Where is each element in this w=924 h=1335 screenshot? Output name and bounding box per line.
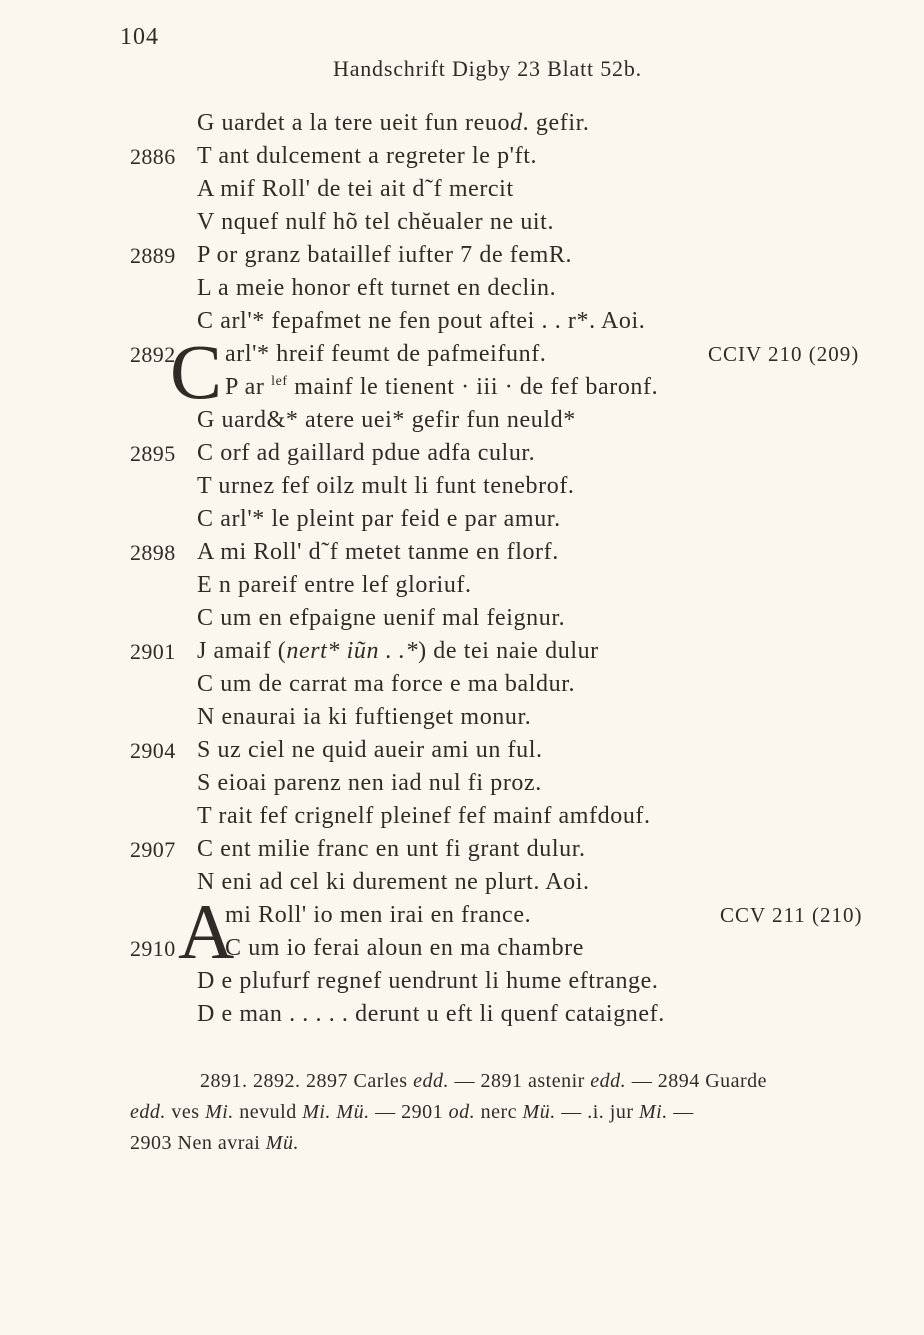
verse-line: C ent milie franc en unt fi grant dulur. [197,836,586,862]
verse-line: P or granz bataillef iufter 7 de femR. [197,242,573,268]
verse-line: C arl'* le pleint par feid e par amur. [197,506,561,532]
verse-line: C um de carrat ma force e ma baldur. [197,671,576,697]
line-number: 2889 [130,243,176,268]
running-header: Handschrift Digby 23 Blatt 52b. [333,56,642,81]
verse-line: S eioai parenz nen iad nul fi proz. [197,770,542,796]
verse-line: T ant dulcement a regreter le p'ft. [197,143,538,169]
verse-line: C um en efpaigne uenif mal feignur. [197,605,566,631]
verse-line: L a meie honor eft turnet en declin. [197,275,557,301]
line-number: 2904 [130,738,176,763]
verse-line: T rait fef crignelf pleinef fef mainf amfdouf. [197,803,651,829]
line-number: 2895 [130,441,176,466]
verse-line: S uz ciel ne quid aueir ami un ful. [197,737,543,763]
verse-line: E n pareif entre lef gloriuf. [197,572,472,598]
page-number: 104 [120,24,159,50]
line-number: 2901 [130,639,176,664]
verse-line: D e plufurf regnef uendrunt li hume eftrange. [197,968,659,994]
line-number: 2886 [130,144,176,169]
verse-line: A mif Roll' de tei ait d˜f mercit [197,176,514,202]
line-number: 2892 [130,342,176,367]
critical-apparatus [130,1066,880,1159]
verse-line: V nquef nulf hõ tel chĕualer ne uit. [197,209,555,235]
line-number: 2898 [130,540,176,565]
verse-line: A mi Roll' d˜f metet tanme en florf. [197,539,559,565]
verse-line: P ar $^{lef}$ mainf le tienent · iii · de fef baronf. [225,374,659,400]
footnote-line: edd. ves Mi. nevuld Mi. Mü. — 2901 od. nerc Mü. — .i. jur Mi. — [130,1101,694,1123]
verse-line: G uardet a la tere ueit fun reuod. gefir. [197,110,590,136]
verse-line: G uard&* atere uei* gefir fun neuld* [197,407,576,433]
verse-line: C orf ad gaillard pdue adfa culur. [197,440,536,466]
verse-line: mi Roll' io men irai en france. [225,902,532,928]
section-mark: CCIV 210 (209) [708,342,860,366]
section-mark: CCV 211 (210) [720,903,863,927]
line-number: 2910 [130,936,176,961]
verse-line: C um io ferai aloun en ma chambre [225,935,585,961]
drop-initial: A [178,888,235,975]
footnote-line: 2903 Nen avrai Mü. [130,1132,299,1154]
verse-line: N enaurai ia ki fuftienget monur. [197,704,532,730]
line-number: 2907 [130,837,176,862]
verse-line: D e man . . . . . derunt u eft li quenf cataignef. [197,1001,665,1027]
verse-line: N eni ad cel ki durement ne plurt. Aoi. [197,869,590,895]
drop-initial: C [170,328,223,415]
verse-line: J amaif (nert* iũn . .*) de tei naie dulur [197,638,599,664]
verse-line: arl'* hreif feumt de pafmeifunf. [225,341,547,367]
verse-line: T urnez fef oilz mult li funt tenebrof. [197,473,575,499]
footnote-line: 2891. 2892. 2897 Carles edd. — 2891 astenir edd. — 2894 Guarde [200,1070,768,1092]
verse-line: C arl'* fepafmet ne fen pout aftei . . r*. Aoi. [197,308,646,334]
